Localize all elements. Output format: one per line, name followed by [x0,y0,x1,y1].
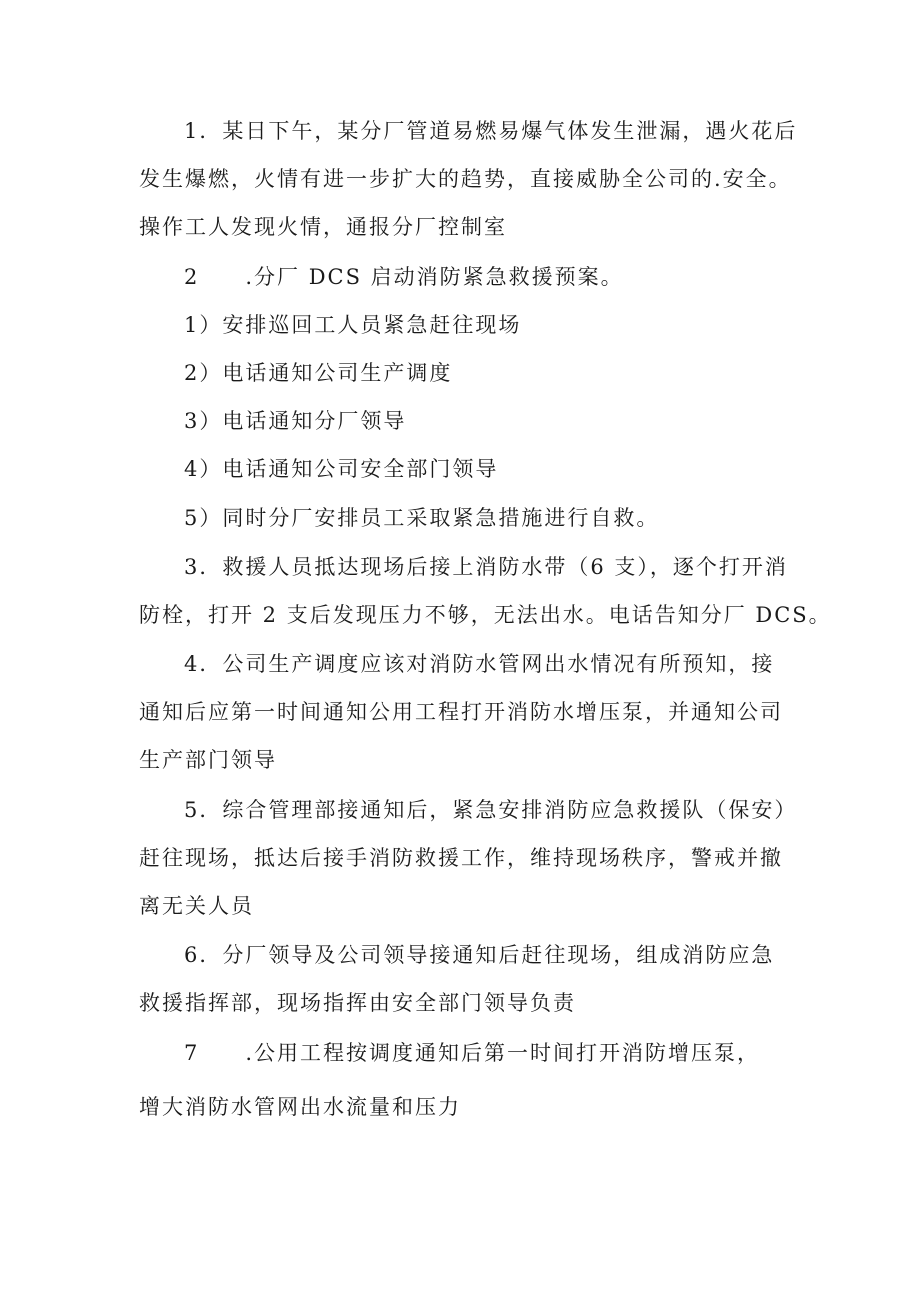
paragraph-6-line-2: 救援指挥部，现场指挥由安全部门领导负责 [139,991,576,1015]
paragraph-6-line-1: 6．分厂领导及公司领导接通知后赶往现场，组成消防应急 [184,943,775,967]
paragraph-4-line-1: 4．公司生产调度应该对消防水管网出水情况有所预知，接 [184,652,775,676]
paragraph-7-line-1: 7 .公用工程按调度通知后第一时间打开消防增压泵， [184,1041,761,1065]
paragraph-5-line-2: 赶往现场，抵达后接手消防救援工作，维持现场秩序，警戒并撤 [139,846,783,870]
sub-item-1: 1）安排巡回工人员紧急赶往现场 [184,313,522,337]
paragraph-5-line-3: 离无关人员 [139,894,254,918]
paragraph-1-line-3: 操作工人发现火情，通报分厂控制室 [139,215,507,239]
paragraph-1-line-1: 1．某日下午，某分厂管道易燃易爆气体发生泄漏，遇火花后 [184,119,798,143]
paragraph-4-line-3: 生产部门领导 [139,748,277,772]
sub-item-5: 5）同时分厂安排员工采取紧急措施进行自救。 [184,506,660,530]
paragraph-3-line-2: 防栓，打开 2 支后发现压力不够，无法出水。电话告知分厂 DCS。 [139,603,832,627]
paragraph-3-line-1: 3．救援人员抵达现场后接上消防水带（6 支），逐个打开消 [184,555,788,579]
paragraph-5-line-1: 5．综合管理部接通知后，紧急安排消防应急救援队（保安） [184,798,798,822]
paragraph-2-line-1: 2 .分厂 DCS 启动消防紧急救援预案。 [184,265,624,289]
paragraph-4-line-2: 通知后应第一时间通知公用工程打开消防水增压泵，并通知公司 [139,700,783,724]
paragraph-7-line-2: 增大消防水管网出水流量和压力 [139,1095,461,1119]
sub-item-4: 4）电话通知公司安全部门领导 [184,457,499,481]
sub-item-3: 3）电话通知分厂领导 [184,409,407,433]
sub-item-2: 2）电话通知公司生产调度 [184,361,453,385]
paragraph-1-line-2: 发生爆燃，火情有进一步扩大的趋势，直接威胁全公司的.安全。 [139,167,792,191]
